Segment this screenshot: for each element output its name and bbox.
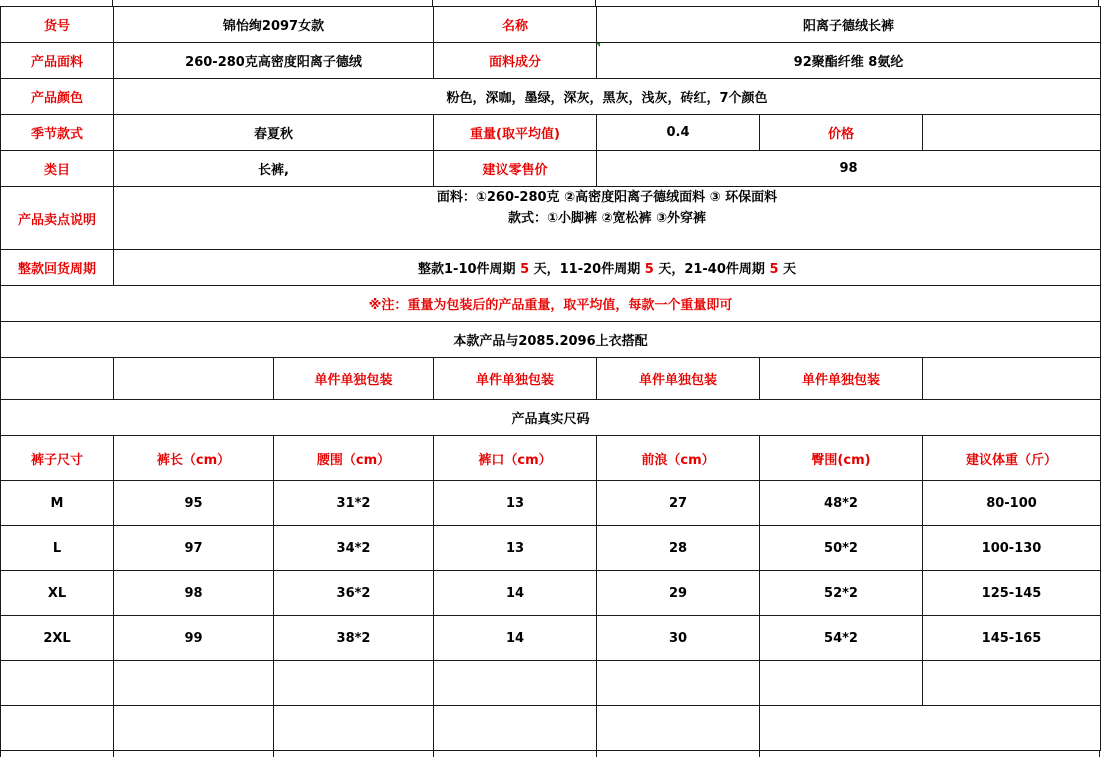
size-cell[interactable]: 30: [597, 616, 760, 661]
empty-cell[interactable]: [760, 706, 1101, 751]
cell-category[interactable]: 长裤,: [114, 151, 434, 187]
cell-item-no[interactable]: 锦怡绚2097女款: [114, 7, 434, 43]
label-season[interactable]: 季节款式: [1, 115, 114, 151]
restock-days-3: 5: [769, 262, 779, 277]
weight-note[interactable]: ※注：重量为包装后的产品重量，取平均值，每款一个重量即可: [1, 286, 1101, 322]
cell-name[interactable]: 阳离子德绒长裤: [597, 7, 1101, 43]
label-name[interactable]: 名称: [434, 7, 597, 43]
empty-row: [1, 706, 1101, 751]
size-cell[interactable]: 145-165: [923, 616, 1101, 661]
packaging-cell[interactable]: 单件单独包装: [274, 358, 434, 400]
row-packaging: [1, 358, 1101, 400]
cell-comment-marker-icon: [596, 43, 600, 47]
size-cell[interactable]: 99: [114, 616, 274, 661]
label-price[interactable]: 价格: [760, 115, 923, 151]
packaging-cell[interactable]: [114, 358, 274, 400]
size-header-cell[interactable]: 裤长（cm）: [114, 436, 274, 481]
size-cell[interactable]: XL: [1, 571, 114, 616]
size-cell[interactable]: 38*2: [274, 616, 434, 661]
size-cell[interactable]: 13: [434, 526, 597, 571]
empty-cell[interactable]: [434, 706, 597, 751]
row-size-title: [1, 400, 1101, 436]
packaging-cell[interactable]: 单件单独包装: [760, 358, 923, 400]
size-cell[interactable]: 27: [597, 481, 760, 526]
size-header-cell[interactable]: 前浪（cm）: [597, 436, 760, 481]
row-matching: [1, 322, 1101, 358]
size-header-cell[interactable]: 腰围（cm）: [274, 436, 434, 481]
cell-colors[interactable]: 粉色，深咖，墨绿，深灰，黑灰，浅灰，砖红，7个颜色: [114, 79, 1101, 115]
label-colors[interactable]: 产品颜色: [1, 79, 114, 115]
restock-days-1: 5: [520, 262, 530, 277]
sheet-bottom-continuation: [0, 750, 1101, 757]
size-cell[interactable]: 14: [434, 571, 597, 616]
size-cell[interactable]: 50*2: [760, 526, 923, 571]
label-selling-points[interactable]: 产品卖点说明: [1, 187, 114, 250]
cell-weight[interactable]: 0.4: [597, 115, 760, 151]
size-cell[interactable]: 2XL: [1, 616, 114, 661]
size-row: [1, 526, 1101, 571]
size-cell[interactable]: L: [1, 526, 114, 571]
packaging-cell[interactable]: [923, 358, 1101, 400]
empty-cell[interactable]: [434, 661, 597, 706]
size-table-title[interactable]: 产品真实尺码: [1, 400, 1101, 436]
size-cell[interactable]: 125-145: [923, 571, 1101, 616]
row-restock-cycle: [1, 250, 1101, 286]
size-cell[interactable]: M: [1, 481, 114, 526]
row-selling-points: [1, 187, 1101, 250]
matching-note[interactable]: 本款产品与2085.2096上衣搭配: [1, 322, 1101, 358]
cell-restock-cycle[interactable]: [114, 250, 1101, 286]
empty-cell[interactable]: [597, 661, 760, 706]
size-header-row: [1, 436, 1101, 481]
packaging-cell[interactable]: 单件单独包装: [434, 358, 597, 400]
empty-cell[interactable]: [114, 661, 274, 706]
size-cell[interactable]: 34*2: [274, 526, 434, 571]
empty-cell[interactable]: [274, 661, 434, 706]
label-fabric[interactable]: 产品面料: [1, 43, 114, 79]
size-cell[interactable]: 31*2: [274, 481, 434, 526]
empty-cell[interactable]: [114, 706, 274, 751]
row-item-no: [1, 7, 1101, 43]
selling-point-fabric: 面料：①260-280克 ②高密度阳离子德绒面料 ③ 环保面料: [436, 190, 778, 205]
cell-selling-points[interactable]: [114, 187, 1101, 250]
label-item-no[interactable]: 货号: [1, 7, 114, 43]
size-row: [1, 481, 1101, 526]
empty-cell[interactable]: [923, 661, 1101, 706]
packaging-cell[interactable]: [1, 358, 114, 400]
size-cell[interactable]: 13: [434, 481, 597, 526]
size-header-cell[interactable]: 建议体重（斤）: [923, 436, 1101, 481]
size-cell[interactable]: 54*2: [760, 616, 923, 661]
size-cell[interactable]: 28: [597, 526, 760, 571]
restock-seg-1: 整款1-10件周期: [418, 262, 521, 277]
label-composition[interactable]: 面料成分: [434, 43, 597, 79]
row-note: [1, 286, 1101, 322]
row-colors: [1, 79, 1101, 115]
empty-cell[interactable]: [1, 706, 114, 751]
empty-cell[interactable]: [597, 706, 760, 751]
label-retail-price[interactable]: 建议零售价: [434, 151, 597, 187]
size-cell[interactable]: 14: [434, 616, 597, 661]
size-cell[interactable]: 29: [597, 571, 760, 616]
size-cell[interactable]: 80-100: [923, 481, 1101, 526]
label-category[interactable]: 类目: [1, 151, 114, 187]
row-category: [1, 151, 1101, 187]
row-season: [1, 115, 1101, 151]
selling-point-style: 款式：①小脚裤 ②宽松裤 ③外穿裤: [507, 211, 707, 226]
size-header-cell[interactable]: 裤口（cm）: [434, 436, 597, 481]
size-cell[interactable]: 95: [114, 481, 274, 526]
size-cell[interactable]: 98: [114, 571, 274, 616]
size-header-cell[interactable]: 裤子尺寸: [1, 436, 114, 481]
size-cell[interactable]: 36*2: [274, 571, 434, 616]
empty-row: [1, 661, 1101, 706]
product-spec-sheet: [0, 6, 1101, 751]
packaging-cell[interactable]: 单件单独包装: [597, 358, 760, 400]
cell-fabric[interactable]: 260-280克高密度阳离子德绒: [114, 43, 434, 79]
restock-days-2: 5: [644, 262, 654, 277]
cell-season[interactable]: 春夏秋: [114, 115, 434, 151]
label-weight[interactable]: 重量(取平均值): [434, 115, 597, 151]
empty-cell[interactable]: [1, 661, 114, 706]
cell-composition[interactable]: 92聚酯纤维 8氨纶: [597, 43, 1101, 79]
cell-retail-price[interactable]: 98: [597, 151, 1101, 187]
restock-seg-4: 天: [778, 262, 797, 277]
cell-price[interactable]: [923, 115, 1101, 151]
empty-cell[interactable]: [760, 661, 923, 706]
size-cell[interactable]: 100-130: [923, 526, 1101, 571]
size-cell[interactable]: 97: [114, 526, 274, 571]
restock-seg-3: 天，21-40件周期: [653, 262, 770, 277]
size-row: [1, 616, 1101, 661]
size-header-cell[interactable]: 臀围(cm): [760, 436, 923, 481]
label-restock-cycle[interactable]: 整款回货周期: [1, 250, 114, 286]
row-fabric: [1, 43, 1101, 79]
empty-cell[interactable]: [274, 706, 434, 751]
restock-seg-2: 天，11-20件周期: [529, 262, 645, 277]
size-cell[interactable]: 52*2: [760, 571, 923, 616]
size-row: [1, 571, 1101, 616]
size-cell[interactable]: 48*2: [760, 481, 923, 526]
